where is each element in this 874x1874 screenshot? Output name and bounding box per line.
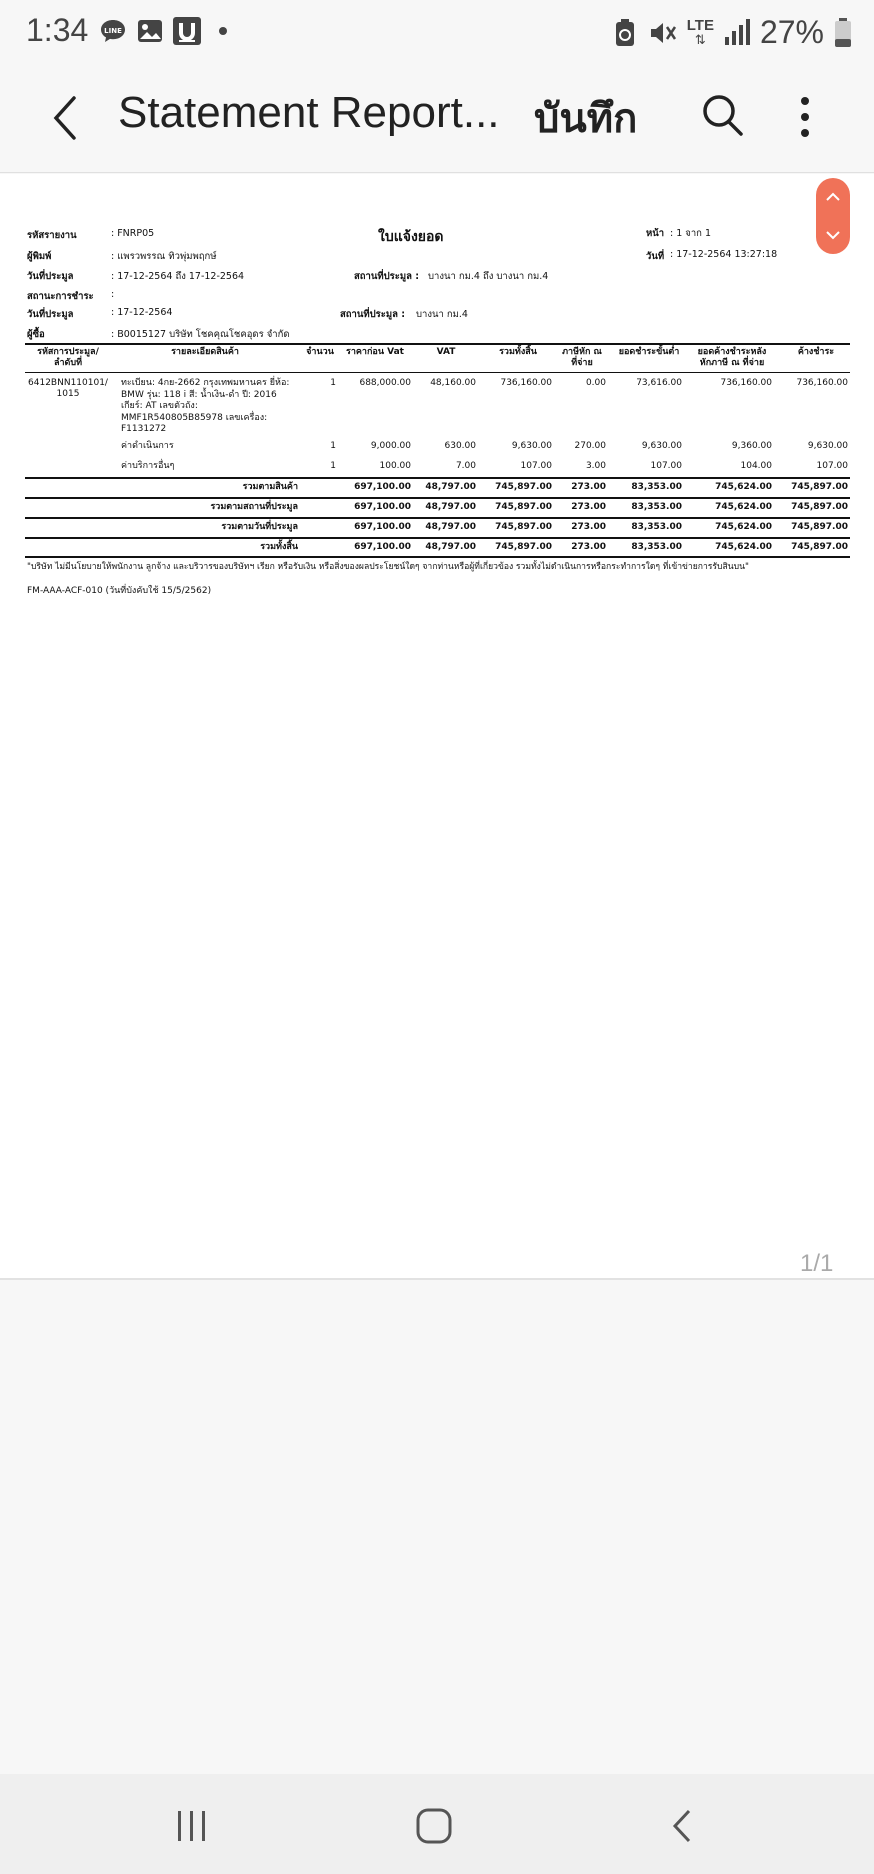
header-value: : B0015127 บริษัท โชคคุณโชคอุดร จำกัด [111,329,290,340]
header-label: ผู้ซื้อ [27,329,45,340]
totals-rule [25,477,850,479]
header-label: สถานที่ประมูล : [354,271,420,282]
column-header: ยอดชำระขั้นต่ำ [618,347,680,357]
recent-apps-icon [175,1808,209,1844]
home-button[interactable] [414,1804,454,1848]
column-header: ค้างชำระ [797,347,835,357]
total-total: 745,897.00 [495,502,552,512]
total-due: 745,897.00 [791,522,848,532]
cell-min: 9,630.00 [641,441,682,451]
column-header: จำนวน [306,347,334,357]
cell-price: 9,000.00 [370,441,411,451]
total-remain: 745,624.00 [715,522,772,532]
header-label: วันที่ [646,251,665,262]
total-price: 697,100.00 [354,502,411,512]
total-wht: 273.00 [571,522,606,532]
column-header: รายละเอียดสินค้า [171,347,239,357]
appbar-divider [0,172,874,173]
lte-icon: LTE ⇅ [686,16,714,47]
column-header: VAT [436,347,456,357]
total-due: 745,897.00 [791,542,848,552]
battery-icon [834,18,852,48]
column-header: ภาษีหัก ณ ที่จ่าย [562,347,602,368]
chevron-down-icon[interactable] [824,228,842,242]
cell-label: ค่าบริการอื่นๆ [121,461,175,471]
totals-rule [25,517,850,519]
table-header-rule [25,372,850,373]
back-nav-button[interactable] [664,1804,700,1848]
cell-qty: 1 [330,378,336,388]
navigation-bar [0,1774,874,1874]
signal-icon [724,19,750,47]
total-vat: 48,797.00 [425,542,476,552]
line-icon [98,16,128,46]
form-code: FM-AAA-ACF-010 (วันที่บังคับใช้ 15/5/2562) [27,586,212,596]
total-total: 745,897.00 [495,542,552,552]
total-due: 745,897.00 [791,482,848,492]
empty-area [0,1280,874,1774]
total-min: 83,353.00 [631,522,682,532]
cell-total: 736,160.00 [500,378,552,388]
cell-due: 736,160.00 [796,378,848,388]
total-vat: 48,797.00 [425,502,476,512]
totals-rule [25,497,850,499]
cell-total: 107.00 [520,461,552,471]
header-label: วันที่ประมูล [27,271,74,282]
back-button[interactable] [46,90,86,146]
cell-min: 73,616.00 [636,378,682,388]
total-wht: 273.00 [571,482,606,492]
mute-vibrate-icon [647,18,677,48]
cell-remain: 9,360.00 [731,441,772,451]
more-options-button[interactable] [790,92,820,142]
dot-icon [218,16,228,46]
page-counter: 1/1 [800,1250,834,1277]
svg-text:LINE: LINE [104,27,122,35]
cell-vat: 7.00 [455,461,476,471]
cell-label: ค่าดำเนินการ [121,441,174,451]
status-bar [0,0,874,66]
total-remain: 745,624.00 [715,502,772,512]
search-icon [700,92,744,140]
cell-price: 688,000.00 [359,378,411,388]
column-header: ราคาก่อน Vat [346,347,404,357]
total-remain: 745,624.00 [715,482,772,492]
table-bottom-rule [25,556,850,558]
header-value: : 1 จาก 1 [670,228,712,239]
total-wht: 273.00 [571,542,606,552]
page-title: Statement Report... [118,88,500,137]
total-total: 745,897.00 [495,522,552,532]
cell-wht: 270.00 [574,441,606,451]
cell-min: 107.00 [650,461,682,471]
search-button[interactable] [700,92,744,140]
total-min: 83,353.00 [631,542,682,552]
table-top-rule [25,343,850,345]
total-vat: 48,797.00 [425,522,476,532]
total-wht: 273.00 [571,502,606,512]
total-due: 745,897.00 [791,502,848,512]
cell-qty: 1 [330,441,336,451]
cell-due: 9,630.00 [807,441,848,451]
status-right [613,14,852,51]
header-value: บางนา กม.4 [416,309,468,320]
back-nav-icon [669,1807,695,1845]
chevron-up-icon[interactable] [824,190,842,204]
total-price: 697,100.00 [354,482,411,492]
header-value: : [111,289,115,300]
cell-remain: 104.00 [740,461,772,471]
item-code: 6412BNN110101/ 1015 [28,378,108,399]
total-price: 697,100.00 [354,522,411,532]
u-app-icon [172,16,202,46]
header-label: สถานะการชำระ [27,291,94,302]
column-header: รวมทั้งสิ้น [499,347,537,357]
total-label: รวมตามวันที่ประมูล [221,522,298,532]
cell-wht: 3.00 [585,461,606,471]
cell-qty: 1 [330,461,336,471]
battery-percent: 27% [759,14,824,50]
header-value: บางนา กม.4 ถึง บางนา กม.4 [428,271,549,282]
header-value: : 17-12-2564 ถึง 17-12-2564 [111,271,245,282]
cell-vat: 48,160.00 [430,378,476,388]
total-remain: 745,624.00 [715,542,772,552]
header-value: : 17-12-2564 [111,307,173,318]
column-header: รหัสการประมูล/ ลำดับที่ [37,347,99,368]
cell-vat: 630.00 [444,441,476,451]
total-total: 745,897.00 [495,482,552,492]
battery-saver-icon [613,18,637,48]
cell-total: 9,630.00 [511,441,552,451]
page-scroll-control[interactable] [816,178,850,254]
cell-wht: 0.00 [585,378,606,388]
header-label: หน้า [646,228,665,239]
header-value: : 17-12-2564 13:27:18 [670,249,778,260]
header-label: ผู้พิมพ์ [27,251,52,262]
cell-price: 100.00 [379,461,411,471]
more-vert-icon [790,92,820,142]
header-label: วันที่ประมูล [27,309,74,320]
recent-apps-button[interactable] [172,1804,212,1848]
gallery-icon [136,16,164,46]
total-vat: 48,797.00 [425,482,476,492]
column-header: ยอดค้างชำระหลัง หักภาษี ณ ที่จ่าย [697,347,767,368]
header-value: : FNRP05 [111,228,155,239]
app-bar [0,66,874,172]
header-label: รหัสรายงาน [27,230,77,241]
total-min: 83,353.00 [631,502,682,512]
save-button[interactable]: บันทึก [534,96,638,142]
item-description: ทะเบียน: 4กย-2662 กรุงเทพมหานคร ยี่ห้อ: BMW รุ่น: 118 i สี: น้ำเงิน-ดำ ปี: 2016 เกียร์: AT เลขตัวถัง: MMF1R540805B85978 เลขเครื่อง: F1131272 [121,378,290,434]
disclaimer-note: "บริษัท ไม่มีนโยบายให้พนักงาน ลูกจ้าง และบริวารของบริษัทฯ เรียก หรือรับเงิน หรือสิ่งของผลประโยชน์ใดๆ จากท่านหรือผู้ที่เกี่ยวข้อง รวมทั้งไม่ดำเนินการหรือกระทำการใดๆ ที่เข้าข่ายการรับสินบน" [27,562,749,572]
total-label: รวมตามสินค้า [242,482,298,492]
status-time: 1:34 [26,12,89,48]
header-value: : แพรวพรรณ ทิวพุ่มพฤกษ์ [111,251,217,262]
total-min: 83,353.00 [631,482,682,492]
home-icon [415,1807,453,1845]
totals-rule [25,537,850,539]
report-title: ใบแจ้งยอด [378,229,444,245]
back-arrow-icon [46,90,86,146]
header-label: สถานที่ประมูล : [340,309,406,320]
total-label: รวมตามสถานที่ประมูล [210,502,298,512]
total-price: 697,100.00 [354,542,411,552]
total-label: รวมทั้งสิ้น [260,542,298,552]
cell-due: 107.00 [816,461,848,471]
cell-remain: 736,160.00 [720,378,772,388]
